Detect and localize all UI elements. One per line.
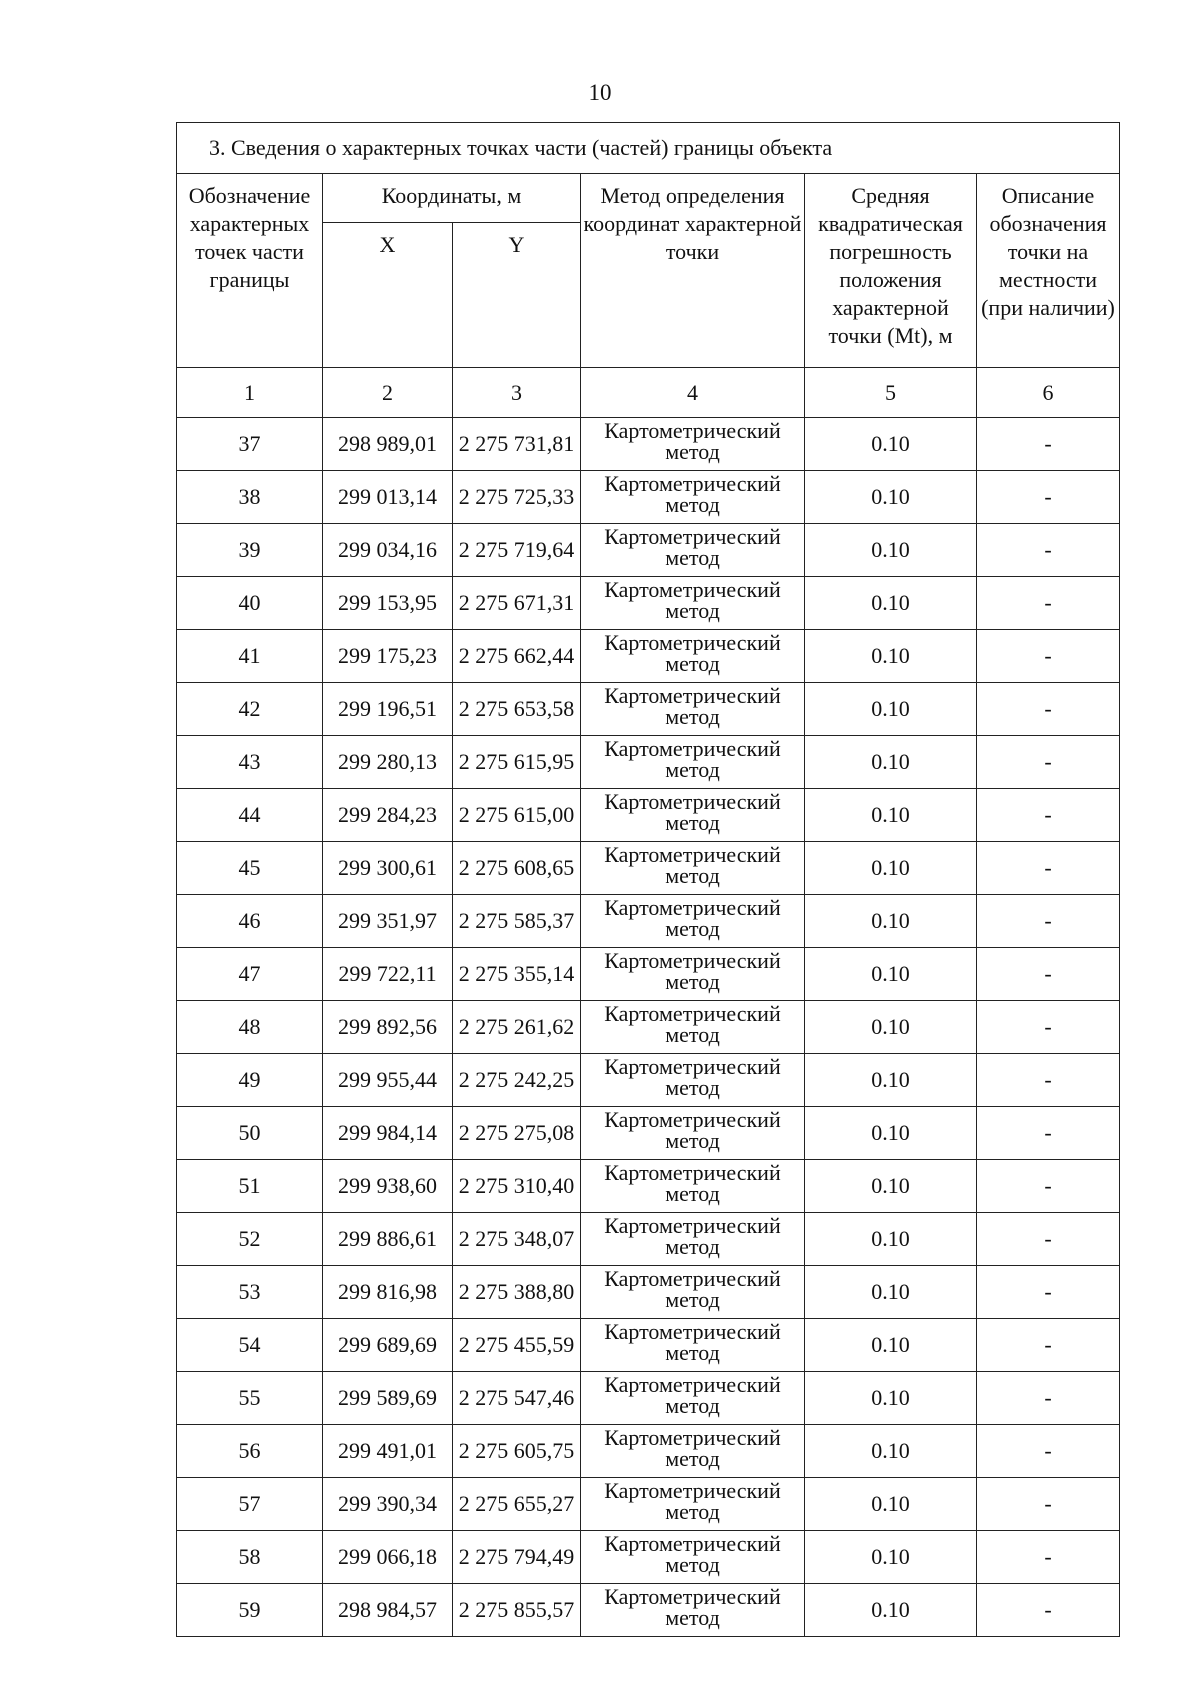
table-row (177, 630, 1120, 683)
mean-square-error: 0.10 (805, 577, 977, 630)
method-line-1: Картометрический (604, 418, 781, 443)
coordinate-x: 299 491,01 (323, 1425, 453, 1478)
method (581, 683, 805, 736)
mean-square-error: 0.10 (805, 1372, 977, 1425)
column-number: 2 (323, 368, 453, 418)
method-line-2: метод (665, 969, 720, 994)
point-number: 37 (177, 418, 323, 471)
coordinate-y: 2 275 310,40 (453, 1160, 581, 1213)
method (581, 630, 805, 683)
table-row (177, 895, 1120, 948)
point-description: - (977, 524, 1120, 577)
mean-square-error: 0.10 (805, 1213, 977, 1266)
point-number: 55 (177, 1372, 323, 1425)
method-line-2: метод (665, 916, 720, 941)
header-designation: Обозначение характерных точек части границы (177, 174, 323, 368)
mean-square-error: 0.10 (805, 1425, 977, 1478)
method-line-2: метод (665, 1605, 720, 1630)
method (581, 1001, 805, 1054)
point-description: - (977, 1054, 1120, 1107)
method-line-1: Картометрический (604, 1054, 781, 1079)
method-line-2: метод (665, 1128, 720, 1153)
point-number: 42 (177, 683, 323, 736)
method-line-1: Картометрический (604, 1160, 781, 1185)
method (581, 1372, 805, 1425)
coordinate-x: 299 984,14 (323, 1107, 453, 1160)
method-line-2: метод (665, 1075, 720, 1100)
method-line-1: Картометрический (604, 948, 781, 973)
method (581, 524, 805, 577)
method (581, 471, 805, 524)
coordinate-x: 299 390,34 (323, 1478, 453, 1531)
coordinate-x: 298 984,57 (323, 1584, 453, 1637)
mean-square-error: 0.10 (805, 1584, 977, 1637)
mean-square-error: 0.10 (805, 471, 977, 524)
method (581, 736, 805, 789)
point-number: 40 (177, 577, 323, 630)
method (581, 1054, 805, 1107)
method-line-1: Картометрический (604, 1213, 781, 1238)
method-line-1: Картометрический (604, 1425, 781, 1450)
method-line-2: метод (665, 1552, 720, 1577)
mean-square-error: 0.10 (805, 736, 977, 789)
header-x: X (323, 223, 453, 368)
mean-square-error: 0.10 (805, 948, 977, 1001)
method-line-1: Картометрический (604, 1584, 781, 1609)
point-description: - (977, 1160, 1120, 1213)
point-number: 54 (177, 1319, 323, 1372)
section-title: 3. Сведения о характерных точках части (частей) границы объекта (177, 123, 1120, 174)
point-description: - (977, 789, 1120, 842)
point-description: - (977, 471, 1120, 524)
mean-square-error: 0.10 (805, 1054, 977, 1107)
method (581, 1319, 805, 1372)
column-number-row (177, 368, 1120, 418)
point-description: - (977, 948, 1120, 1001)
method-line-1: Картометрический (604, 1266, 781, 1291)
table-row (177, 1266, 1120, 1319)
table-row (177, 1372, 1120, 1425)
point-description: - (977, 1213, 1120, 1266)
table-row (177, 1478, 1120, 1531)
point-description: - (977, 1319, 1120, 1372)
column-number: 1 (177, 368, 323, 418)
point-number: 45 (177, 842, 323, 895)
table-row (177, 577, 1120, 630)
point-number: 53 (177, 1266, 323, 1319)
method (581, 1584, 805, 1637)
method-line-1: Картометрический (604, 1107, 781, 1132)
coordinate-x: 299 351,97 (323, 895, 453, 948)
method (581, 1531, 805, 1584)
method-line-1: Картометрический (604, 524, 781, 549)
coordinate-x: 298 989,01 (323, 418, 453, 471)
header-error: Средняя квадратическая погрешность положения характерной точки (Mt), м (805, 174, 977, 368)
method (581, 842, 805, 895)
method-line-2: метод (665, 1393, 720, 1418)
method (581, 1266, 805, 1319)
coordinate-x: 299 955,44 (323, 1054, 453, 1107)
point-number: 50 (177, 1107, 323, 1160)
coordinate-y: 2 275 794,49 (453, 1531, 581, 1584)
method (581, 789, 805, 842)
table-row (177, 1213, 1120, 1266)
coordinate-x: 299 886,61 (323, 1213, 453, 1266)
coordinate-x: 299 589,69 (323, 1372, 453, 1425)
column-number: 5 (805, 368, 977, 418)
point-description: - (977, 736, 1120, 789)
method-line-2: метод (665, 545, 720, 570)
mean-square-error: 0.10 (805, 524, 977, 577)
method-line-1: Картометрический (604, 1319, 781, 1344)
point-description: - (977, 683, 1120, 736)
coordinate-y: 2 275 348,07 (453, 1213, 581, 1266)
method-line-2: метод (665, 863, 720, 888)
point-description: - (977, 418, 1120, 471)
method-line-1: Картометрический (604, 895, 781, 920)
coordinate-y: 2 275 725,33 (453, 471, 581, 524)
coordinate-y: 2 275 855,57 (453, 1584, 581, 1637)
header-y: Y (453, 223, 581, 368)
point-number: 44 (177, 789, 323, 842)
coordinate-x: 299 280,13 (323, 736, 453, 789)
table-row (177, 1425, 1120, 1478)
method-line-1: Картометрический (604, 842, 781, 867)
mean-square-error: 0.10 (805, 1478, 977, 1531)
table-row (177, 1107, 1120, 1160)
point-number: 56 (177, 1425, 323, 1478)
method-line-1: Картометрический (604, 471, 781, 496)
point-number: 47 (177, 948, 323, 1001)
method-line-2: метод (665, 1022, 720, 1047)
mean-square-error: 0.10 (805, 1319, 977, 1372)
coordinate-y: 2 275 615,00 (453, 789, 581, 842)
coordinate-y: 2 275 455,59 (453, 1319, 581, 1372)
method (581, 1107, 805, 1160)
mean-square-error: 0.10 (805, 895, 977, 948)
method-line-1: Картометрический (604, 1478, 781, 1503)
table-row (177, 471, 1120, 524)
coordinate-x: 299 066,18 (323, 1531, 453, 1584)
method (581, 1160, 805, 1213)
point-description: - (977, 1107, 1120, 1160)
column-number: 3 (453, 368, 581, 418)
coordinate-y: 2 275 605,75 (453, 1425, 581, 1478)
point-number: 38 (177, 471, 323, 524)
coordinate-y: 2 275 731,81 (453, 418, 581, 471)
point-number: 39 (177, 524, 323, 577)
page-number: 10 (588, 80, 612, 105)
point-number: 51 (177, 1160, 323, 1213)
point-description: - (977, 895, 1120, 948)
method-line-1: Картометрический (604, 736, 781, 761)
point-number: 48 (177, 1001, 323, 1054)
coordinate-y: 2 275 662,44 (453, 630, 581, 683)
table-row (177, 842, 1120, 895)
method (581, 1425, 805, 1478)
point-description: - (977, 1425, 1120, 1478)
coordinate-x: 299 034,16 (323, 524, 453, 577)
table-row (177, 736, 1120, 789)
coordinate-y: 2 275 653,58 (453, 683, 581, 736)
method-line-2: метод (665, 598, 720, 623)
method-line-2: метод (665, 1287, 720, 1312)
table-row (177, 789, 1120, 842)
method (581, 895, 805, 948)
point-description: - (977, 1531, 1120, 1584)
method-line-2: метод (665, 810, 720, 835)
method-line-2: метод (665, 1340, 720, 1365)
mean-square-error: 0.10 (805, 630, 977, 683)
coordinate-x: 299 300,61 (323, 842, 453, 895)
point-description: - (977, 630, 1120, 683)
method-line-1: Картометрический (604, 683, 781, 708)
point-description: - (977, 842, 1120, 895)
coordinate-y: 2 275 547,46 (453, 1372, 581, 1425)
point-description: - (977, 1478, 1120, 1531)
method (581, 1478, 805, 1531)
method-line-2: метод (665, 1446, 720, 1471)
table-row (177, 683, 1120, 736)
point-description: - (977, 1584, 1120, 1637)
coordinate-y: 2 275 355,14 (453, 948, 581, 1001)
point-description: - (977, 1372, 1120, 1425)
mean-square-error: 0.10 (805, 789, 977, 842)
coordinate-x: 299 196,51 (323, 683, 453, 736)
coordinate-x: 299 153,95 (323, 577, 453, 630)
method-line-2: метод (665, 704, 720, 729)
method-line-1: Картометрический (604, 630, 781, 655)
point-number: 57 (177, 1478, 323, 1531)
boundary-points-table (176, 122, 1120, 1637)
coordinate-y: 2 275 655,27 (453, 1478, 581, 1531)
point-description: - (977, 1266, 1120, 1319)
mean-square-error: 0.10 (805, 1266, 977, 1319)
coordinate-x: 299 175,23 (323, 630, 453, 683)
coordinate-y: 2 275 388,80 (453, 1266, 581, 1319)
point-description: - (977, 1001, 1120, 1054)
point-description: - (977, 577, 1120, 630)
table-row (177, 1319, 1120, 1372)
coordinate-y: 2 275 242,25 (453, 1054, 581, 1107)
header-description: Описание обозначения точки на местности (при наличии) (977, 174, 1120, 368)
point-number: 52 (177, 1213, 323, 1266)
method-line-2: метод (665, 1234, 720, 1259)
mean-square-error: 0.10 (805, 1107, 977, 1160)
method-line-2: метод (665, 1181, 720, 1206)
mean-square-error: 0.10 (805, 1001, 977, 1054)
mean-square-error: 0.10 (805, 683, 977, 736)
method (581, 1213, 805, 1266)
table-row (177, 1531, 1120, 1584)
coordinate-x: 299 938,60 (323, 1160, 453, 1213)
method-line-2: метод (665, 492, 720, 517)
point-number: 58 (177, 1531, 323, 1584)
coordinate-x: 299 284,23 (323, 789, 453, 842)
method (581, 948, 805, 1001)
method-line-2: метод (665, 757, 720, 782)
method-line-2: метод (665, 651, 720, 676)
method-line-1: Картометрический (604, 577, 781, 602)
mean-square-error: 0.10 (805, 1531, 977, 1584)
table-row (177, 948, 1120, 1001)
column-number: 6 (977, 368, 1120, 418)
method-line-1: Картометрический (604, 1531, 781, 1556)
coordinate-x: 299 892,56 (323, 1001, 453, 1054)
header-row (177, 174, 1120, 223)
mean-square-error: 0.10 (805, 842, 977, 895)
column-number: 4 (581, 368, 805, 418)
coordinate-y: 2 275 671,31 (453, 577, 581, 630)
coordinate-y: 2 275 585,37 (453, 895, 581, 948)
coordinate-x: 299 722,11 (323, 948, 453, 1001)
coordinate-y: 2 275 261,62 (453, 1001, 581, 1054)
table-body (177, 123, 1120, 1637)
table-row (177, 1584, 1120, 1637)
table-row (177, 1160, 1120, 1213)
table-row (177, 1001, 1120, 1054)
method (581, 418, 805, 471)
table-row (177, 524, 1120, 577)
table-row (177, 418, 1120, 471)
coordinate-x: 299 689,69 (323, 1319, 453, 1372)
point-number: 49 (177, 1054, 323, 1107)
point-number: 46 (177, 895, 323, 948)
method-line-1: Картометрический (604, 1372, 781, 1397)
point-number: 43 (177, 736, 323, 789)
coordinate-y: 2 275 719,64 (453, 524, 581, 577)
point-number: 41 (177, 630, 323, 683)
method-line-1: Картометрический (604, 789, 781, 814)
mean-square-error: 0.10 (805, 418, 977, 471)
mean-square-error: 0.10 (805, 1160, 977, 1213)
coordinate-x: 299 816,98 (323, 1266, 453, 1319)
method-line-2: метод (665, 439, 720, 464)
method (581, 577, 805, 630)
point-number: 59 (177, 1584, 323, 1637)
header-coordinates: Координаты, м (323, 174, 581, 223)
header-method: Метод определения координат характерной точки (581, 174, 805, 368)
coordinate-x: 299 013,14 (323, 471, 453, 524)
method-line-1: Картометрический (604, 1001, 781, 1026)
table-row (177, 1054, 1120, 1107)
method-line-2: метод (665, 1499, 720, 1524)
section-title-row (177, 123, 1120, 174)
coordinate-y: 2 275 275,08 (453, 1107, 581, 1160)
coordinate-y: 2 275 615,95 (453, 736, 581, 789)
coordinate-y: 2 275 608,65 (453, 842, 581, 895)
